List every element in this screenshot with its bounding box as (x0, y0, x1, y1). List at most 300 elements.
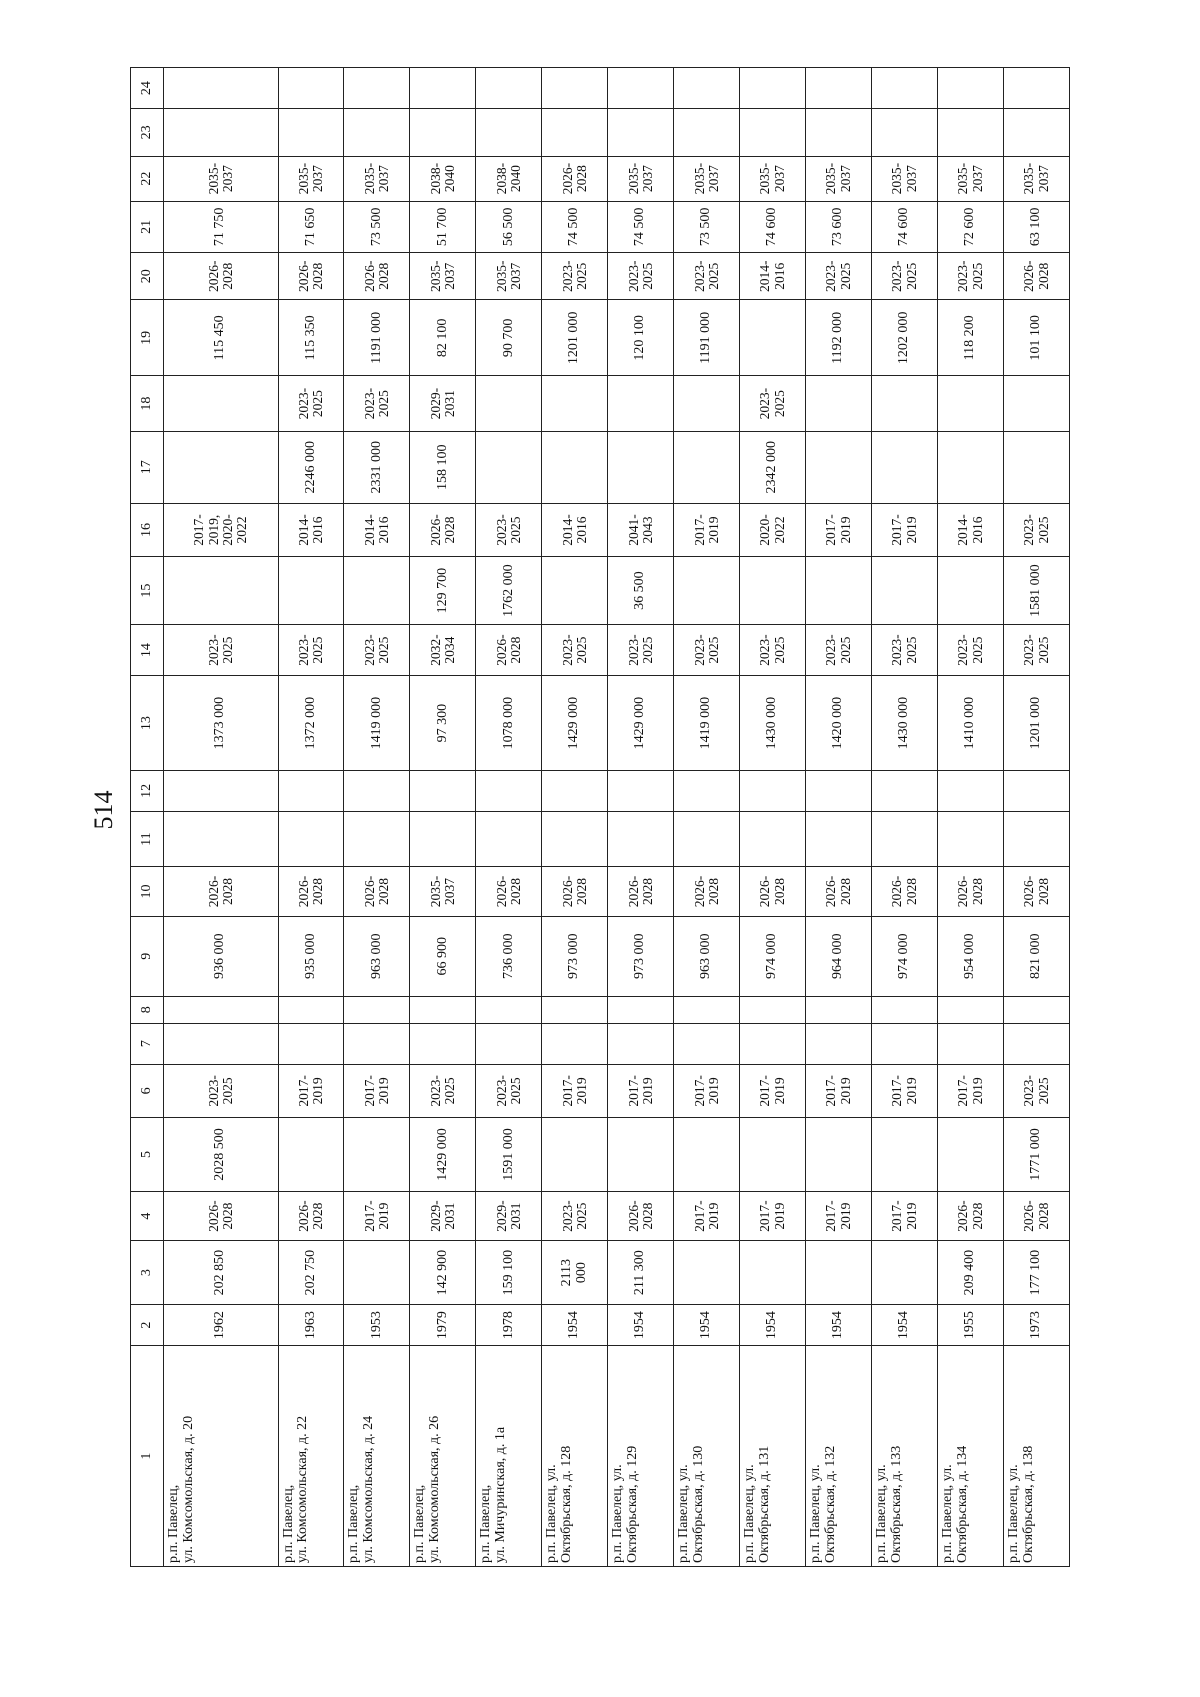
data-table (130, 67, 1070, 1567)
table-cell: 1373 000 (164, 676, 279, 771)
table-cell: 1202 000 (872, 300, 938, 376)
table-cell (410, 811, 476, 866)
table-cell: 1430 000 (740, 676, 806, 771)
table-cell: 2026- 2028 (608, 1192, 674, 1241)
table-cell (1004, 1023, 1070, 1064)
table-row (164, 68, 279, 1567)
table-cell: 2035- 2037 (806, 156, 872, 201)
table-cell: 2023- 2025 (674, 624, 740, 675)
table-cell: 2026- 2028 (476, 867, 542, 916)
table-cell (164, 376, 279, 431)
table-row (410, 68, 476, 1567)
address-cell: р.п. Павелец, ул. Комсомольская, д. 20 (164, 1346, 279, 1567)
table-cell: 2023- 2025 (1004, 503, 1070, 556)
table-cell: 74 500 (542, 201, 608, 252)
column-header-12: 12 (131, 770, 164, 811)
table-cell: 1955 (938, 1305, 1004, 1346)
table-cell (278, 1118, 344, 1192)
table-cell (740, 300, 806, 376)
table-row (476, 68, 542, 1567)
table-cell: 974 000 (872, 916, 938, 996)
column-header-19: 19 (131, 300, 164, 376)
table-cell: 1420 000 (806, 676, 872, 771)
table-cell: 2017- 2019 (344, 1192, 410, 1241)
table-cell: 2026- 2028 (938, 867, 1004, 916)
table-cell: 2028 500 (164, 1118, 279, 1192)
table-cell: 2017- 2019, 2020- 2022 (164, 503, 279, 556)
table-cell (608, 431, 674, 503)
table-cell (542, 811, 608, 866)
column-header-17: 17 (131, 431, 164, 503)
table-cell (872, 557, 938, 625)
table-cell (164, 770, 279, 811)
table-cell: 90 700 (476, 300, 542, 376)
table-cell (674, 811, 740, 866)
table-cell: 2035- 2037 (740, 156, 806, 201)
table-cell (1004, 376, 1070, 431)
table-cell: 2023- 2025 (938, 253, 1004, 300)
table-row (674, 68, 740, 1567)
table-cell: 2035- 2037 (608, 156, 674, 201)
column-header-4: 4 (131, 1192, 164, 1241)
table-cell: 2023- 2025 (476, 503, 542, 556)
table-cell (476, 376, 542, 431)
table-cell: 2032- 2034 (410, 624, 476, 675)
page-number: 514 (89, 790, 118, 830)
table-cell: 2014- 2016 (344, 503, 410, 556)
table-cell (674, 109, 740, 156)
table-cell: 2023- 2025 (278, 624, 344, 675)
table-cell (608, 996, 674, 1023)
table-cell: 2026- 2028 (872, 867, 938, 916)
table-cell (938, 68, 1004, 109)
table-cell: 2017- 2019 (344, 1064, 410, 1117)
table-cell (278, 996, 344, 1023)
table-cell: 1979 (410, 1305, 476, 1346)
table-cell (938, 770, 1004, 811)
table-cell (164, 1023, 279, 1064)
table-cell: 1201 000 (1004, 676, 1070, 771)
table-cell: 2017- 2019 (608, 1064, 674, 1117)
table-cell (608, 1023, 674, 1064)
table-cell: 2023- 2025 (806, 624, 872, 675)
table-cell: 973 000 (608, 916, 674, 996)
table-cell: 2026- 2028 (344, 867, 410, 916)
table-cell: 36 500 (608, 557, 674, 625)
table-cell (1004, 68, 1070, 109)
address-cell: р.п. Павелец, ул. Октябрьская, д. 130 (674, 1346, 740, 1567)
table-cell (938, 811, 1004, 866)
table-cell (608, 376, 674, 431)
table-cell: 2023- 2025 (164, 624, 279, 675)
table-cell (806, 376, 872, 431)
table-cell (410, 996, 476, 1023)
address-cell: р.п. Павелец, ул. Октябрьская, д. 129 (608, 1346, 674, 1567)
table-cell: 71 650 (278, 201, 344, 252)
table-cell: 2023- 2025 (806, 253, 872, 300)
column-header-23: 23 (131, 109, 164, 156)
column-header-13: 13 (131, 676, 164, 771)
table-cell: 2026- 2028 (674, 867, 740, 916)
table-cell: 72 600 (938, 201, 1004, 252)
table-cell: 118 200 (938, 300, 1004, 376)
table-cell (608, 109, 674, 156)
table-cell (542, 770, 608, 811)
table-cell (806, 109, 872, 156)
address-cell: р.п. Павелец, ул. Комсомольская, д. 22 (278, 1346, 344, 1567)
table-cell (476, 996, 542, 1023)
address-cell: р.п. Павелец, ул. Мичуринская, д. 1а (476, 1346, 542, 1567)
table-cell: 97 300 (410, 676, 476, 771)
table-cell: 2017- 2019 (740, 1192, 806, 1241)
table-cell: 2026- 2028 (1004, 867, 1070, 916)
table-cell (740, 1023, 806, 1064)
header-row (131, 68, 164, 1567)
address-cell: р.п. Павелец, ул. Октябрьская, д. 131 (740, 1346, 806, 1567)
table-cell (806, 1241, 872, 1305)
column-header-1: 1 (131, 1346, 164, 1567)
table-cell: 159 100 (476, 1241, 542, 1305)
table-cell (806, 770, 872, 811)
table-cell: 2035- 2037 (872, 156, 938, 201)
column-header-21: 21 (131, 201, 164, 252)
table-row (938, 68, 1004, 1567)
table-cell (542, 68, 608, 109)
table-cell: 1973 (1004, 1305, 1070, 1346)
table-cell: 2017- 2019 (674, 503, 740, 556)
table-cell: 2035- 2037 (410, 867, 476, 916)
table-cell: 1954 (608, 1305, 674, 1346)
table-cell: 2026- 2028 (278, 1192, 344, 1241)
table-cell: 2017- 2019 (872, 503, 938, 556)
table-cell (872, 770, 938, 811)
table-cell (806, 1118, 872, 1192)
table-cell: 964 000 (806, 916, 872, 996)
table-cell (674, 996, 740, 1023)
table-cell (278, 68, 344, 109)
table-cell (344, 1118, 410, 1192)
column-header-8: 8 (131, 996, 164, 1023)
table-cell (344, 1023, 410, 1064)
table-cell: 2023- 2025 (410, 1064, 476, 1117)
table-cell (938, 376, 1004, 431)
table-cell (872, 431, 938, 503)
table-row (542, 68, 608, 1567)
table-cell (542, 1118, 608, 1192)
table-row (608, 68, 674, 1567)
table-cell (410, 68, 476, 109)
table-cell: 1078 000 (476, 676, 542, 771)
table-cell: 2035- 2037 (344, 156, 410, 201)
table-cell: 2014- 2016 (278, 503, 344, 556)
table-cell: 2023- 2025 (1004, 624, 1070, 675)
table-cell: 2026- 2028 (1004, 253, 1070, 300)
table-cell: 2023- 2025 (476, 1064, 542, 1117)
table-cell (740, 68, 806, 109)
table-cell: 1191 000 (674, 300, 740, 376)
table-cell (476, 1023, 542, 1064)
table-cell: 101 100 (1004, 300, 1070, 376)
table-cell: 1429 000 (608, 676, 674, 771)
table-cell: 1953 (344, 1305, 410, 1346)
table-cell (344, 68, 410, 109)
table-cell: 51 700 (410, 201, 476, 252)
table-cell: 211 300 (608, 1241, 674, 1305)
table-cell: 2029- 2031 (410, 1192, 476, 1241)
table-cell: 2035- 2037 (476, 253, 542, 300)
table-cell (476, 68, 542, 109)
table-cell: 2023- 2025 (164, 1064, 279, 1117)
table-cell: 954 000 (938, 916, 1004, 996)
table-cell: 2017- 2019 (542, 1064, 608, 1117)
table-cell (740, 811, 806, 866)
table-cell (806, 1023, 872, 1064)
table-cell (674, 1241, 740, 1305)
table-cell: 142 900 (410, 1241, 476, 1305)
table-cell: 2026- 2028 (278, 253, 344, 300)
table-cell (1004, 770, 1070, 811)
table-cell: 56 500 (476, 201, 542, 252)
table-row (344, 68, 410, 1567)
table-cell (410, 109, 476, 156)
table-cell: 202 850 (164, 1241, 279, 1305)
table-cell (164, 557, 279, 625)
table-cell (740, 1241, 806, 1305)
table-row (740, 68, 806, 1567)
table-cell: 82 100 (410, 300, 476, 376)
table-cell (872, 68, 938, 109)
table-cell (476, 811, 542, 866)
table-cell: 963 000 (674, 916, 740, 996)
table-cell: 1419 000 (674, 676, 740, 771)
table-cell (806, 996, 872, 1023)
table-row (872, 68, 938, 1567)
table-cell (872, 1023, 938, 1064)
table-cell: 2023- 2025 (674, 253, 740, 300)
column-header-10: 10 (131, 867, 164, 916)
table-cell: 2023- 2025 (542, 1192, 608, 1241)
table-cell: 2026- 2028 (542, 867, 608, 916)
table-cell (740, 996, 806, 1023)
table-row (278, 68, 344, 1567)
table-cell: 115 350 (278, 300, 344, 376)
column-header-2: 2 (131, 1305, 164, 1346)
column-header-16: 16 (131, 503, 164, 556)
table-cell: 2023- 2025 (278, 376, 344, 431)
table-cell (872, 109, 938, 156)
table-cell: 2023- 2025 (872, 253, 938, 300)
table-cell (872, 811, 938, 866)
column-header-11: 11 (131, 811, 164, 866)
table-cell: 1192 000 (806, 300, 872, 376)
table-cell: 1762 000 (476, 557, 542, 625)
table-cell: 1410 000 (938, 676, 1004, 771)
table-cell: 2029- 2031 (476, 1192, 542, 1241)
table-cell: 158 100 (410, 431, 476, 503)
table-cell: 2035- 2037 (674, 156, 740, 201)
table-cell (938, 109, 1004, 156)
table-cell: 2035- 2037 (1004, 156, 1070, 201)
table-cell (542, 376, 608, 431)
table-cell: 1954 (872, 1305, 938, 1346)
table-cell: 2026- 2028 (164, 867, 279, 916)
table-cell (476, 770, 542, 811)
table-cell: 2023- 2025 (1004, 1064, 1070, 1117)
table-cell: 973 000 (542, 916, 608, 996)
address-cell: р.п. Павелец, ул. Октябрьская, д. 134 (938, 1346, 1004, 1567)
table-cell: 2023- 2025 (740, 624, 806, 675)
table-row (806, 68, 872, 1567)
table-cell: 73 500 (674, 201, 740, 252)
table-cell (1004, 431, 1070, 503)
table-cell: 74 600 (740, 201, 806, 252)
column-header-3: 3 (131, 1241, 164, 1305)
table-cell: 1954 (740, 1305, 806, 1346)
table-cell (938, 996, 1004, 1023)
table-cell: 2017- 2019 (938, 1064, 1004, 1117)
table-cell (278, 770, 344, 811)
table-cell: 1429 000 (410, 1118, 476, 1192)
table-cell: 202 750 (278, 1241, 344, 1305)
table-cell: 2026- 2028 (740, 867, 806, 916)
column-header-20: 20 (131, 253, 164, 300)
table-cell (872, 996, 938, 1023)
table-cell (164, 431, 279, 503)
table-cell (740, 770, 806, 811)
column-header-24: 24 (131, 68, 164, 109)
column-header-6: 6 (131, 1064, 164, 1117)
table-cell: 2026- 2028 (806, 867, 872, 916)
table-cell (344, 557, 410, 625)
table-cell: 2026- 2028 (542, 156, 608, 201)
table-cell: 2014- 2016 (740, 253, 806, 300)
table-cell: 2023- 2025 (872, 624, 938, 675)
table-cell (542, 431, 608, 503)
table-cell: 2023- 2025 (344, 376, 410, 431)
table-cell: 2026- 2028 (344, 253, 410, 300)
table-cell (674, 557, 740, 625)
table-cell (410, 1023, 476, 1064)
table-cell: 2035- 2037 (278, 156, 344, 201)
address-cell: р.п. Павелец, ул. Комсомольская, д. 26 (410, 1346, 476, 1567)
table-cell (1004, 811, 1070, 866)
table-cell (806, 557, 872, 625)
table-cell (1004, 996, 1070, 1023)
table-cell (740, 557, 806, 625)
table-cell: 129 700 (410, 557, 476, 625)
table-cell (674, 376, 740, 431)
table-cell: 1419 000 (344, 676, 410, 771)
table-cell (344, 996, 410, 1023)
table-cell: 2035- 2037 (938, 156, 1004, 201)
table-cell: 2035- 2037 (410, 253, 476, 300)
table-cell: 63 100 (1004, 201, 1070, 252)
table-cell: 1581 000 (1004, 557, 1070, 625)
table-cell: 736 000 (476, 916, 542, 996)
table-cell (542, 1023, 608, 1064)
table-cell: 74 600 (872, 201, 938, 252)
column-header-14: 14 (131, 624, 164, 675)
table-cell: 115 450 (164, 300, 279, 376)
column-header-5: 5 (131, 1118, 164, 1192)
table-cell: 2023- 2025 (542, 253, 608, 300)
table-cell (740, 1118, 806, 1192)
column-header-7: 7 (131, 1023, 164, 1064)
table-cell: 2026- 2028 (608, 867, 674, 916)
table-cell: 2026- 2028 (410, 503, 476, 556)
address-cell: р.п. Павелец, ул. Комсомольская, д. 24 (344, 1346, 410, 1567)
table-cell: 2038- 2040 (410, 156, 476, 201)
table-cell: 1430 000 (872, 676, 938, 771)
table-cell (164, 811, 279, 866)
table-cell (164, 996, 279, 1023)
table-cell (164, 68, 279, 109)
table-cell (542, 996, 608, 1023)
table-cell (938, 557, 1004, 625)
table-cell (278, 109, 344, 156)
table-cell (164, 109, 279, 156)
table-cell: 71 750 (164, 201, 279, 252)
table-cell (938, 431, 1004, 503)
table-cell (608, 770, 674, 811)
table-cell (278, 1023, 344, 1064)
table-cell: 2026- 2028 (476, 624, 542, 675)
table-cell: 2023- 2025 (344, 624, 410, 675)
address-cell: р.п. Павелец, ул. Октябрьская, д. 138 (1004, 1346, 1070, 1567)
table-cell: 2026- 2028 (938, 1192, 1004, 1241)
table-cell: 1201 000 (542, 300, 608, 376)
table-cell: 2246 000 (278, 431, 344, 503)
table-cell (410, 770, 476, 811)
table-cell (674, 1118, 740, 1192)
table-cell (542, 109, 608, 156)
table-cell: 1954 (674, 1305, 740, 1346)
table-cell: 2023- 2025 (608, 253, 674, 300)
table-cell (674, 431, 740, 503)
table-cell: 2017- 2019 (278, 1064, 344, 1117)
table-cell: 2023- 2025 (608, 624, 674, 675)
table-cell: 1191 000 (344, 300, 410, 376)
table-cell (740, 109, 806, 156)
table-cell: 1429 000 (542, 676, 608, 771)
table-cell (608, 811, 674, 866)
table-cell: 73 600 (806, 201, 872, 252)
address-cell: р.п. Павелец, ул. Октябрьская, д. 133 (872, 1346, 938, 1567)
table-cell: 74 500 (608, 201, 674, 252)
address-cell: р.п. Павелец, ул. Октябрьская, д. 128 (542, 1346, 608, 1567)
table-cell (806, 431, 872, 503)
column-header-9: 9 (131, 916, 164, 996)
address-cell: р.п. Павелец, ул. Октябрьская, д. 132 (806, 1346, 872, 1567)
table-cell (278, 557, 344, 625)
table-cell (674, 1023, 740, 1064)
table-cell (872, 1241, 938, 1305)
table-cell: 1954 (806, 1305, 872, 1346)
table-cell (938, 1023, 1004, 1064)
table-cell (674, 68, 740, 109)
table-cell: 120 100 (608, 300, 674, 376)
rotated-table-container (130, 67, 1070, 1567)
table-cell: 2017- 2019 (740, 1064, 806, 1117)
table-cell (872, 376, 938, 431)
table-cell (608, 1118, 674, 1192)
column-header-15: 15 (131, 557, 164, 625)
table-cell: 2017- 2019 (806, 1064, 872, 1117)
table-cell: 2017- 2019 (872, 1064, 938, 1117)
table-cell: 2017- 2019 (806, 503, 872, 556)
table-cell: 2017- 2019 (806, 1192, 872, 1241)
table-cell: 2026- 2028 (278, 867, 344, 916)
